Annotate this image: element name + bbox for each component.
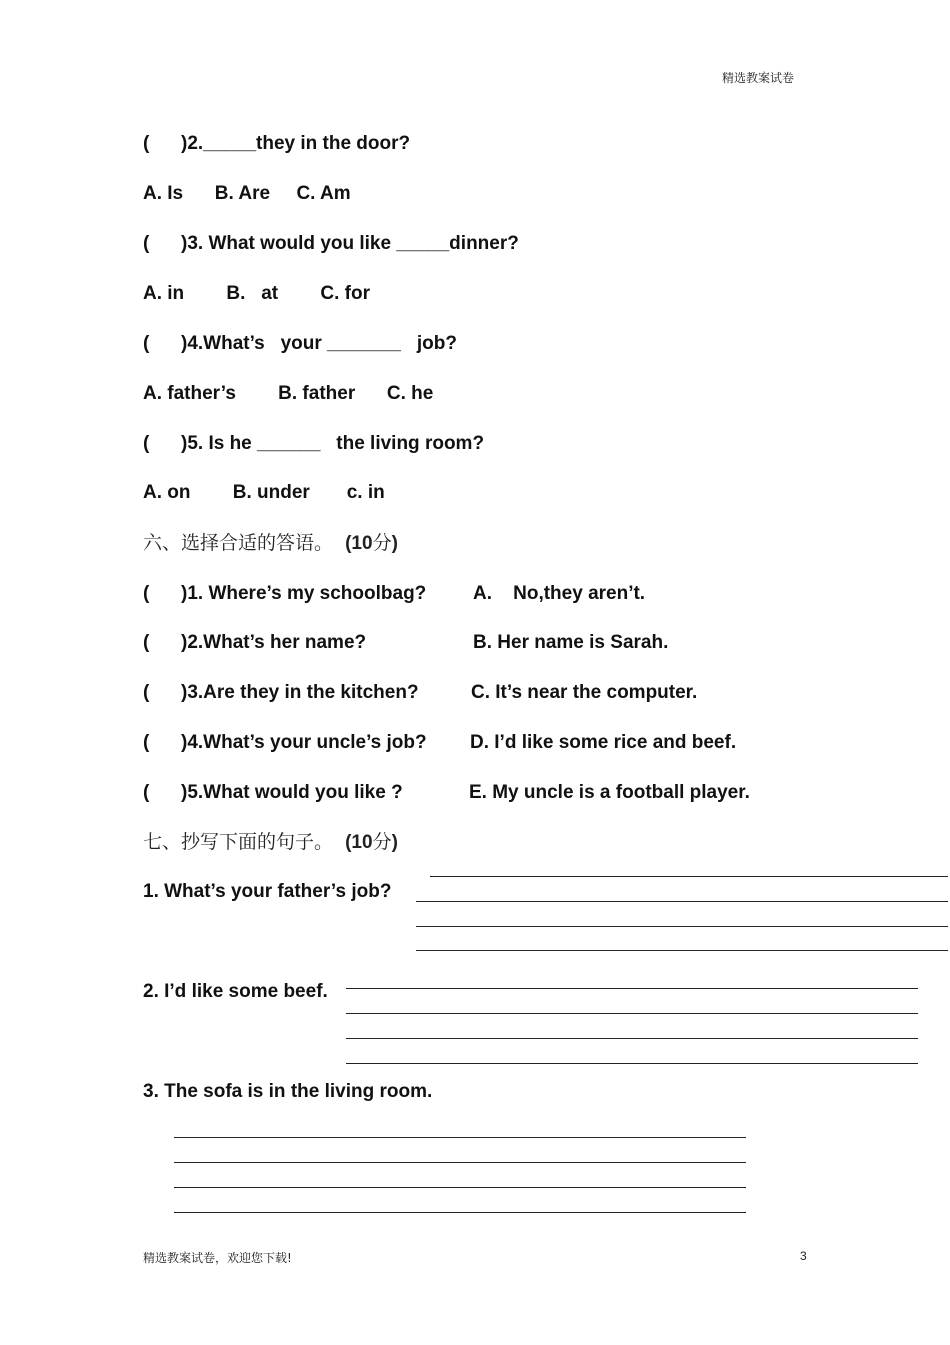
section-six-points [345, 533, 398, 554]
writing-line [346, 988, 918, 989]
copy-sentence-3: 3. The sofa is in the living room. [143, 1081, 433, 1102]
writing-line [346, 1013, 918, 1014]
question-2: ( )2._____they in the door? [143, 133, 411, 154]
options-2: A. Is B. Are C. Am [143, 183, 351, 204]
writing-line [174, 1162, 746, 1163]
writing-line [416, 926, 948, 927]
writing-line [174, 1137, 746, 1138]
points-close: ) [391, 832, 398, 853]
footer-note: 精选教案试卷，欢迎您下载! [143, 1251, 292, 1265]
options-3: A. in B. at C. for [143, 283, 370, 304]
writing-line [416, 901, 948, 902]
writing-line [430, 876, 948, 877]
page-number: 3 [800, 1249, 807, 1263]
points-open: (10 [345, 533, 373, 554]
writing-line [174, 1212, 746, 1213]
question-4: ( )4.What’s your _______ job? [143, 333, 457, 354]
match-question-3: ( )3.Are they in the kitchen? [143, 682, 419, 703]
options-5: A. on B. under c. in [143, 482, 385, 503]
points-close: ) [391, 533, 398, 554]
match-answer-c: C. It’s near the computer. [471, 682, 698, 703]
match-answer-b: B. Her name is Sarah. [473, 632, 669, 653]
copy-sentence-1: 1. What’s your father’s job? [143, 881, 392, 902]
match-question-4: ( )4.What’s your uncle’s job? [143, 732, 427, 753]
section-seven-title [143, 830, 398, 855]
match-answer-d: D. I’d like some rice and beef. [470, 732, 737, 753]
points-unit: 分 [372, 831, 392, 853]
section-six-heading: 六、选择合适的答语。 [143, 532, 334, 554]
points-open: (10 [345, 832, 373, 853]
section-six-title [143, 531, 398, 556]
match-answer-a: A. No,they aren’t. [473, 583, 646, 604]
match-question-5: ( )5.What would you like ? [143, 782, 403, 803]
match-question-1: ( )1. Where’s my schoolbag? [143, 583, 427, 604]
question-3: ( )3. What would you like _____dinner? [143, 233, 519, 254]
writing-line [416, 950, 948, 951]
header-note: 精选教案试卷 [722, 71, 795, 85]
writing-line [174, 1187, 746, 1188]
match-question-2: ( )2.What’s her name? [143, 632, 367, 653]
copy-sentence-2: 2. I’d like some beef. [143, 981, 328, 1002]
section-seven-heading: 七、抄写下面的句子。 [143, 831, 334, 853]
points-unit: 分 [372, 532, 392, 554]
section-seven-points [345, 832, 398, 853]
question-5: ( )5. Is he ______ the living room? [143, 433, 485, 454]
options-4: A. father’s B. father C. he [143, 383, 434, 404]
match-answer-e: E. My uncle is a football player. [469, 782, 750, 803]
writing-line [346, 1038, 918, 1039]
writing-line [346, 1063, 918, 1064]
